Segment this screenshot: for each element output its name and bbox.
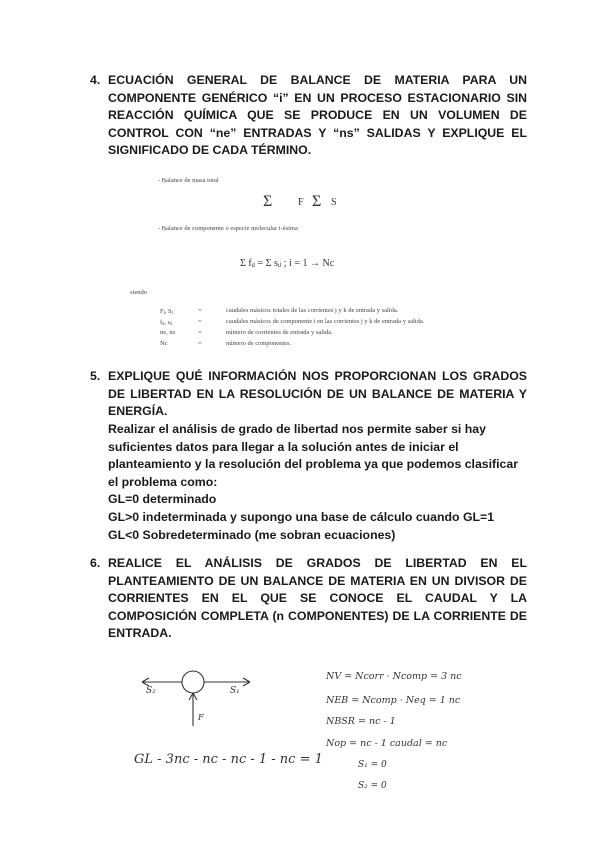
answer-5 [108, 421, 528, 544]
answer-gl-positive: GL>0 indeterminada y supongo una base de cálculo cuando GL=1 [108, 509, 495, 524]
scan-heading-component: - Balance de componente o especie molecular i-ésima [158, 225, 298, 232]
scan-def-eq: = [198, 329, 202, 336]
question-text: EXPLIQUE QUÉ INFORMACIÓN NOS PROPORCIONAN LOS GRADOS DE LIBERTAD EN LA RESOLUCIÓN DE UN BALANCE DE MATERIA Y ENERGÍA. [108, 369, 527, 419]
handwritten-line: S₁ = 0 [358, 760, 387, 770]
scan-eq1-term: S [331, 197, 337, 208]
handwritten-line: NV = Ncorr · Ncomp = 3 nc [326, 671, 462, 682]
scan-def-desc: número de corrientes de entrada y salida. [226, 329, 333, 336]
label-s2: S₂ [146, 686, 156, 696]
splitter-node [182, 671, 204, 693]
scan-siendo: siendo [130, 289, 147, 296]
scan-def-symbol: Fⱼ, Sⱼ [160, 308, 173, 315]
scan-sum-symbol: Σ [263, 193, 273, 210]
question-text: REALICE EL ANÁLISIS DE GRADOS DE LIBERTAD EN EL PLANTEAMIENTO DE UN BALANCE DE MATERIA EN UN DIVISOR DE CORRIENTES EN EL QUE SE CONOCE EL CAUDAL Y LA COMPOSICIÓN COMPLETA (n COMPONENTES) DE LA CORRIENTE DE ENTRADA. [108, 556, 527, 641]
question-4 [91, 72, 527, 160]
answer-gl-zero: GL=0 determinado [108, 492, 217, 507]
label-s1: S₁ [230, 686, 240, 696]
scan-def-desc: caudales másicos totales de las corrientes j y k de entrada y salida. [226, 307, 399, 314]
question-6 [91, 555, 527, 643]
degrees-of-freedom-result: GL - 3nc - nc - nc - 1 - nc = 1 [134, 752, 323, 767]
scanned-equations-figure [130, 172, 460, 362]
handwritten-line: NEB = Ncomp · Neq = 1 nc [326, 695, 461, 706]
answer-paragraph: Realizar el análisis de grado de libertad nos permite saber si hay suficientes datos para llegar a la solución antes de iniciar el planteamiento y la resolución del problema ya que podemos clasificar el problema como: [108, 422, 519, 489]
scan-def-eq: = [198, 307, 202, 314]
scan-heading-total: - Balance de masa total [158, 177, 219, 184]
scan-def-desc: número de componentes. [226, 340, 292, 347]
scan-def-symbol: ne, ns [160, 329, 176, 336]
question-text: ECUACIÓN GENERAL DE BALANCE DE MATERIA PARA UN COMPONENTE GENÉRICO “i” EN UN PROCESO ESTACIONARIO SIN REACCIÓN QUÍMICA QUE SE PRODUCE EN UN VOLUMEN DE CONTROL CON “ne” ENTRADAS Y “ns” SALIDAS Y EXPLIQUE EL SIGNIFICADO DE CADA TÉRMINO. [108, 73, 527, 158]
handwritten-line: S₂ = 0 [358, 781, 387, 791]
scan-def-symbol: fᵢⱼ, sᵢⱼ [160, 319, 173, 326]
question-number: 4. [90, 73, 101, 87]
answer-gl-negative: GL<0 Sobredeterminado (me sobran ecuaciones) [108, 527, 396, 542]
question-5 [91, 368, 527, 421]
question-number: 6. [90, 556, 101, 570]
scan-sum-symbol: Σ [312, 193, 322, 210]
handwritten-line: Nop = nc - 1 caudal = nc [326, 738, 448, 749]
handwritten-line: NBSR = nc - 1 [326, 716, 396, 727]
scan-def-symbol: Nc [160, 340, 168, 347]
question-number: 5. [90, 369, 101, 383]
scan-eq2: Σ fᵢⱼ = Σ sᵢⱼ ; i = 1 → Nc [240, 258, 335, 269]
scan-eq1-term: F [298, 197, 304, 208]
scan-def-desc: caudales másicos de componente i en las corrientes j y k de entrada y salida. [226, 318, 425, 325]
splitter-diagram [130, 660, 280, 740]
scan-def-eq: = [198, 340, 202, 347]
label-feed: F [198, 713, 204, 722]
scan-def-eq: = [198, 318, 202, 325]
